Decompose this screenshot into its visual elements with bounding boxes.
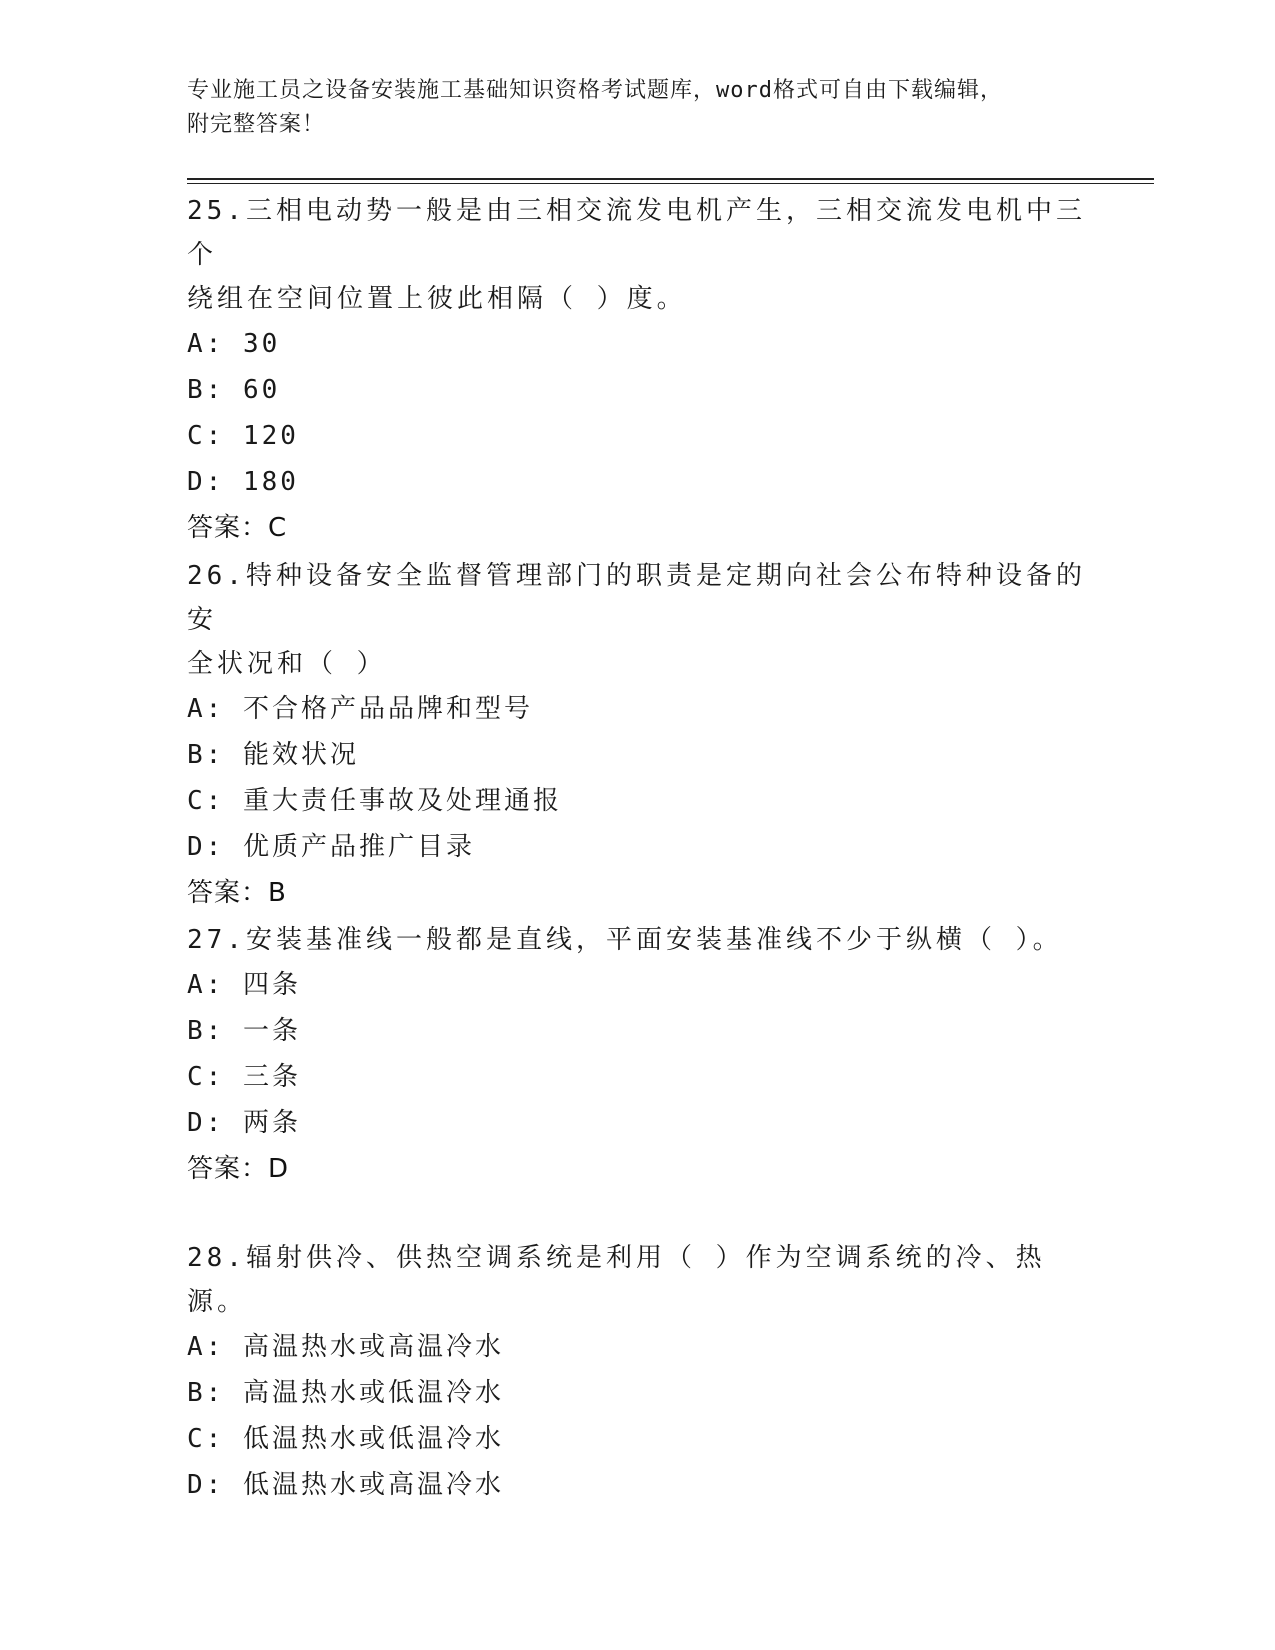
option-text: 能效状况 [242,740,359,770]
option-text: 两条 [242,1108,301,1138]
option-text: 高温热水或高温冷水 [242,1332,504,1362]
option-text: 重大责任事故及处理通报 [242,786,562,816]
option-b [187,1008,1087,1054]
option-b [187,1370,1087,1416]
option-letter: A: [187,694,225,724]
option-letter: B: [187,375,225,405]
option-text: 低温热水或高温冷水 [242,1470,504,1500]
answer-line: 答案：C [187,513,288,543]
option-text: 30 [242,329,281,359]
question-stem-line-1: 27.安装基准线一般都是直线，平面安装基准线不少于纵横（ ）。 [187,925,1063,955]
option-text: 180 [242,467,299,497]
option-a [187,321,1087,367]
question-stem-line-1: 25.三相电动势一般是由三相交流发电机产生，三相交流发电机中三个 [187,196,1086,270]
option-b [187,367,1087,413]
option-d [187,824,1087,870]
option-letter: A: [187,1332,225,1362]
question-stem-line-1: 28.辐射供冷、供热空调系统是利用（ ）作为空调系统的冷、热源。 [187,1243,1046,1317]
option-letter: B: [187,740,225,770]
question-27 [187,918,1087,1192]
question-28 [187,1236,1087,1508]
option-d [187,1100,1087,1146]
option-c [187,1416,1087,1462]
option-letter: D: [187,832,225,862]
option-d [187,459,1087,505]
option-letter: C: [187,421,225,451]
option-c [187,778,1087,824]
option-letter: D: [187,1108,225,1138]
question-stem-line-2: 绕组在空间位置上彼此相隔（ ）度。 [187,284,687,314]
question-stem-line-2: 全状况和（ ） [187,649,387,679]
answer-line: 答案：B [187,878,287,908]
option-text: 优质产品推广目录 [242,832,475,862]
option-a [187,962,1087,1008]
question-25 [187,189,1087,551]
option-letter: A: [187,329,225,359]
option-c [187,1054,1087,1100]
header-divider-thin [187,183,1154,184]
option-text: 120 [242,421,299,451]
option-text: 高温热水或低温冷水 [242,1378,504,1408]
header-line-1: 专业施工员之设备安装施工基础知识资格考试题库，word格式可自由下载编辑， [187,78,1003,103]
option-letter: C: [187,786,225,816]
option-letter: B: [187,1378,225,1408]
option-text: 四条 [242,970,301,1000]
option-letter: B: [187,1016,225,1046]
question-26 [187,554,1087,916]
header-line-2: 附完整答案！ [187,112,326,137]
option-text: 三条 [242,1062,301,1092]
document-header [187,74,1087,142]
option-a [187,1324,1087,1370]
option-letter: C: [187,1062,225,1092]
option-a [187,686,1087,732]
answer-line: 答案：D [187,1154,290,1184]
option-c [187,413,1087,459]
option-text: 低温热水或低温冷水 [242,1424,504,1454]
option-letter: A: [187,970,225,1000]
option-letter: D: [187,1470,225,1500]
option-b [187,732,1087,778]
header-divider-thick [187,178,1154,180]
option-text: 一条 [242,1016,301,1046]
option-text: 不合格产品品牌和型号 [242,694,533,724]
option-letter: C: [187,1424,225,1454]
question-stem-line-1: 26.特种设备安全监督管理部门的职责是定期向社会公布特种设备的安 [187,561,1086,635]
option-text: 60 [242,375,281,405]
option-d [187,1462,1087,1508]
option-letter: D: [187,467,225,497]
